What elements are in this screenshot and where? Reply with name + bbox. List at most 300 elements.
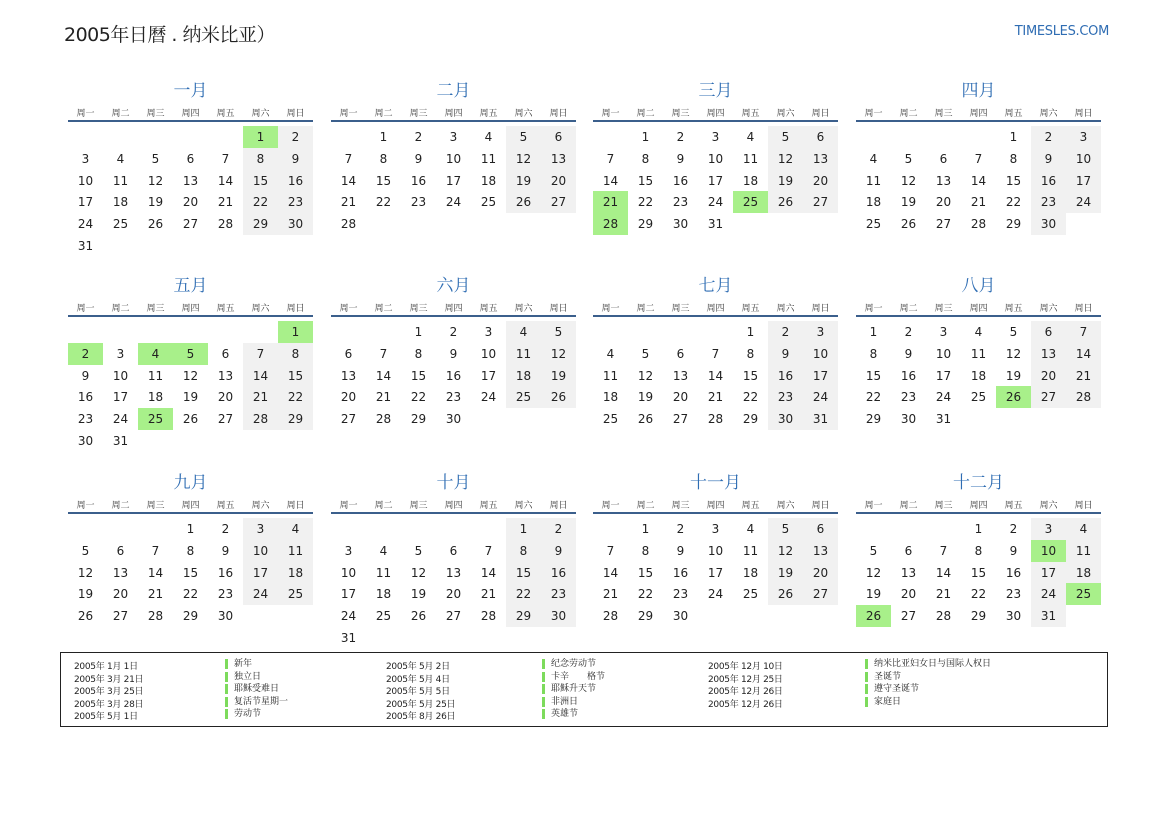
legend-date: 2005年 3月 28日 bbox=[74, 699, 144, 710]
day-cell: 30 bbox=[672, 217, 689, 232]
day-cell: 18 bbox=[742, 565, 759, 580]
day-cell: 21 bbox=[375, 390, 392, 405]
day-cell: 12 bbox=[182, 368, 199, 383]
day-cell: 24 bbox=[1066, 191, 1101, 213]
day-cell: 30 bbox=[900, 412, 917, 427]
day-cell: 21 bbox=[480, 587, 497, 602]
month-divider bbox=[331, 512, 576, 514]
month-divider bbox=[331, 315, 576, 317]
day-cell: 5 bbox=[768, 126, 803, 148]
day-cell: 14 bbox=[602, 565, 619, 580]
day-cell: 6 bbox=[449, 543, 458, 558]
day-cell: 16 bbox=[541, 562, 576, 584]
day-cell: 6 bbox=[803, 518, 838, 540]
day-cell: 9 bbox=[676, 151, 685, 166]
day-cell: 29 bbox=[278, 408, 313, 430]
day-cell: 18 bbox=[112, 195, 129, 210]
weekday-header: 周一 bbox=[339, 501, 358, 511]
weekday-header: 周六 bbox=[776, 501, 795, 511]
day-cell: 27 bbox=[900, 609, 917, 624]
weekday-header: 周四 bbox=[444, 501, 463, 511]
day-cell: 5 bbox=[768, 518, 803, 540]
day-cell: 26 bbox=[637, 412, 654, 427]
day-cell: 16 bbox=[672, 173, 689, 188]
day-cell: 27 bbox=[803, 191, 838, 213]
day-cell: 11 bbox=[112, 173, 129, 188]
day-cell: 5 bbox=[541, 321, 576, 343]
day-cell: 26 bbox=[506, 191, 541, 213]
day-cell: 27 bbox=[541, 191, 576, 213]
day-cell: 14 bbox=[243, 365, 278, 387]
legend-date: 2005年 5月 1日 bbox=[74, 712, 138, 723]
weekday-header: 周六 bbox=[1039, 109, 1058, 119]
legend-date: 2005年 5月 5日 bbox=[386, 687, 450, 698]
legend-holiday-name: 复活节星期一 bbox=[225, 697, 288, 707]
day-cell: 27 bbox=[1031, 386, 1066, 408]
day-cell: 9 bbox=[1009, 543, 1018, 558]
day-cell: 3 bbox=[711, 522, 720, 536]
day-cell: 30 bbox=[672, 609, 689, 624]
holiday-day-cell: 21 bbox=[593, 191, 628, 213]
day-cell: 21 bbox=[1066, 365, 1101, 387]
day-cell: 4 bbox=[869, 151, 878, 166]
day-cell: 28 bbox=[340, 217, 357, 232]
day-cell: 28 bbox=[147, 609, 164, 624]
day-cell: 18 bbox=[147, 390, 164, 405]
legend-holiday-name: 遵守圣诞节 bbox=[865, 684, 919, 694]
day-cell: 5 bbox=[904, 151, 913, 166]
day-cell: 8 bbox=[869, 346, 878, 361]
day-cell: 20 bbox=[112, 587, 129, 602]
day-cell: 30 bbox=[1005, 609, 1022, 624]
day-cell: 1 bbox=[506, 518, 541, 540]
day-cell: 16 bbox=[672, 565, 689, 580]
weekday-header: 周六 bbox=[514, 501, 533, 511]
day-cell: 19 bbox=[77, 587, 94, 602]
holiday-legend bbox=[60, 652, 1108, 727]
day-cell: 20 bbox=[340, 390, 357, 405]
day-cell: 4 bbox=[379, 543, 388, 558]
day-cell: 31 bbox=[707, 217, 724, 232]
day-cell: 13 bbox=[935, 173, 952, 188]
weekday-header: 周五 bbox=[216, 501, 235, 511]
day-cell: 24 bbox=[935, 390, 952, 405]
legend-date: 2005年 3月 25日 bbox=[74, 687, 144, 698]
day-cell: 16 bbox=[217, 565, 234, 580]
day-cell: 21 bbox=[602, 587, 619, 602]
weekday-header: 周五 bbox=[216, 109, 235, 119]
day-cell: 19 bbox=[900, 195, 917, 210]
weekday-header: 周日 bbox=[286, 501, 305, 511]
weekday-header: 周六 bbox=[776, 304, 795, 314]
weekday-header: 周二 bbox=[899, 501, 918, 511]
month-divider bbox=[593, 512, 838, 514]
day-cell: 17 bbox=[803, 365, 838, 387]
month-name: 六月 bbox=[436, 276, 471, 296]
day-cell: 11 bbox=[375, 565, 392, 580]
day-cell: 18 bbox=[506, 365, 541, 387]
holiday-day-cell: 25 bbox=[1066, 583, 1101, 605]
day-cell: 1 bbox=[641, 522, 650, 536]
day-cell: 29 bbox=[410, 412, 427, 427]
day-cell: 26 bbox=[182, 412, 199, 427]
day-cell: 4 bbox=[506, 321, 541, 343]
legend-date: 2005年 5月 25日 bbox=[386, 699, 456, 710]
day-cell: 3 bbox=[81, 151, 90, 166]
day-cell: 11 bbox=[278, 540, 313, 562]
month-name: 八月 bbox=[961, 276, 996, 296]
day-cell: 23 bbox=[77, 412, 94, 427]
month-name: 二月 bbox=[436, 81, 471, 101]
legend-holiday-name: 耶稣升天节 bbox=[542, 684, 596, 694]
day-cell: 6 bbox=[803, 126, 838, 148]
day-cell: 27 bbox=[182, 217, 199, 232]
day-cell: 2 bbox=[541, 518, 576, 540]
day-cell: 28 bbox=[217, 217, 234, 232]
weekday-header: 周日 bbox=[286, 109, 305, 119]
day-cell: 26 bbox=[768, 583, 803, 605]
weekday-header: 周四 bbox=[969, 501, 988, 511]
weekday-header: 周一 bbox=[339, 304, 358, 314]
day-cell: 25 bbox=[602, 412, 619, 427]
day-cell: 25 bbox=[742, 587, 759, 602]
weekday-header: 周五 bbox=[216, 304, 235, 314]
legend-date: 2005年 8月 26日 bbox=[386, 712, 456, 723]
legend-holiday-name: 非洲日 bbox=[542, 697, 578, 707]
day-cell: 25 bbox=[480, 195, 497, 210]
legend-holiday-name: 独立日 bbox=[225, 672, 261, 682]
legend-date: 2005年 12月 10日 bbox=[708, 662, 783, 672]
day-cell: 17 bbox=[707, 565, 724, 580]
day-cell: 23 bbox=[1005, 587, 1022, 602]
holiday-day-cell: 5 bbox=[173, 343, 208, 365]
day-cell: 22 bbox=[506, 583, 541, 605]
legend-holiday-name: 卡辛 格节 bbox=[542, 672, 605, 682]
day-cell: 3 bbox=[116, 346, 125, 361]
day-cell: 30 bbox=[217, 609, 234, 624]
day-cell: 14 bbox=[340, 173, 357, 188]
day-cell: 18 bbox=[375, 587, 392, 602]
day-cell: 27 bbox=[445, 609, 462, 624]
day-cell: 10 bbox=[77, 173, 94, 188]
day-cell: 24 bbox=[480, 390, 497, 405]
day-cell: 7 bbox=[939, 543, 948, 558]
weekday-header: 周日 bbox=[549, 304, 568, 314]
legend-holiday-name: 劳动节 bbox=[225, 709, 261, 719]
day-cell: 28 bbox=[243, 408, 278, 430]
day-cell: 9 bbox=[414, 151, 423, 166]
day-cell: 15 bbox=[742, 368, 759, 383]
day-cell: 9 bbox=[449, 346, 458, 361]
day-cell: 12 bbox=[410, 565, 427, 580]
day-cell: 4 bbox=[1066, 518, 1101, 540]
day-cell: 4 bbox=[116, 151, 125, 166]
day-cell: 22 bbox=[182, 587, 199, 602]
weekday-header: 周日 bbox=[1074, 304, 1093, 314]
day-cell: 22 bbox=[742, 390, 759, 405]
day-cell: 16 bbox=[410, 173, 427, 188]
day-cell: 30 bbox=[1031, 213, 1066, 235]
day-cell: 12 bbox=[637, 368, 654, 383]
weekday-header: 周一 bbox=[864, 501, 883, 511]
day-cell: 22 bbox=[637, 195, 654, 210]
weekday-header: 周六 bbox=[251, 304, 270, 314]
weekday-header: 周五 bbox=[1004, 304, 1023, 314]
day-cell: 28 bbox=[707, 412, 724, 427]
day-cell: 31 bbox=[1031, 605, 1066, 627]
day-cell: 29 bbox=[506, 605, 541, 627]
day-cell: 17 bbox=[1031, 562, 1066, 584]
day-cell: 7 bbox=[974, 151, 983, 166]
day-cell: 19 bbox=[637, 390, 654, 405]
day-cell: 10 bbox=[445, 151, 462, 166]
day-cell: 24 bbox=[445, 195, 462, 210]
day-cell: 24 bbox=[112, 412, 129, 427]
weekday-header: 周二 bbox=[111, 304, 130, 314]
weekday-header: 周三 bbox=[934, 501, 953, 511]
day-cell: 12 bbox=[1005, 346, 1022, 361]
day-cell: 26 bbox=[77, 609, 94, 624]
day-cell: 11 bbox=[742, 543, 759, 558]
weekday-header: 周三 bbox=[409, 109, 428, 119]
day-cell: 22 bbox=[278, 386, 313, 408]
day-cell: 9 bbox=[81, 368, 90, 383]
day-cell: 25 bbox=[970, 390, 987, 405]
day-cell: 13 bbox=[340, 368, 357, 383]
month-divider bbox=[331, 120, 576, 122]
day-cell: 27 bbox=[112, 609, 129, 624]
day-cell: 23 bbox=[278, 191, 313, 213]
day-cell: 7 bbox=[711, 346, 720, 361]
day-cell: 22 bbox=[375, 195, 392, 210]
day-cell: 13 bbox=[112, 565, 129, 580]
day-cell: 6 bbox=[221, 346, 230, 361]
day-cell: 17 bbox=[112, 390, 129, 405]
day-cell: 28 bbox=[1066, 386, 1101, 408]
day-cell: 28 bbox=[935, 609, 952, 624]
day-cell: 29 bbox=[970, 609, 987, 624]
day-cell: 11 bbox=[865, 173, 882, 188]
weekday-header: 周五 bbox=[741, 501, 760, 511]
weekday-header: 周六 bbox=[514, 109, 533, 119]
month-divider bbox=[856, 120, 1101, 122]
day-cell: 21 bbox=[340, 195, 357, 210]
day-cell: 20 bbox=[445, 587, 462, 602]
day-cell: 11 bbox=[147, 368, 164, 383]
day-cell: 16 bbox=[278, 170, 313, 192]
day-cell: 14 bbox=[147, 565, 164, 580]
day-cell: 10 bbox=[935, 346, 952, 361]
weekday-header: 周四 bbox=[181, 501, 200, 511]
day-cell: 24 bbox=[803, 386, 838, 408]
holiday-day-cell: 26 bbox=[856, 605, 891, 627]
day-cell: 9 bbox=[278, 148, 313, 170]
weekday-header: 周五 bbox=[741, 304, 760, 314]
day-cell: 22 bbox=[1005, 195, 1022, 210]
weekday-header: 周三 bbox=[146, 501, 165, 511]
day-cell: 22 bbox=[637, 587, 654, 602]
day-cell: 2 bbox=[221, 522, 230, 536]
day-cell: 17 bbox=[1066, 170, 1101, 192]
day-cell: 12 bbox=[768, 148, 803, 170]
weekday-header: 周三 bbox=[146, 304, 165, 314]
legend-date: 2005年 3月 21日 bbox=[74, 674, 144, 685]
day-cell: 15 bbox=[243, 170, 278, 192]
day-cell: 26 bbox=[900, 217, 917, 232]
day-cell: 5 bbox=[641, 346, 650, 361]
weekday-header: 周三 bbox=[934, 109, 953, 119]
day-cell: 21 bbox=[707, 390, 724, 405]
day-cell: 5 bbox=[151, 151, 160, 166]
day-cell: 19 bbox=[506, 170, 541, 192]
day-cell: 13 bbox=[900, 565, 917, 580]
day-cell: 31 bbox=[340, 631, 357, 645]
day-cell: 17 bbox=[243, 562, 278, 584]
month-name: 十二月 bbox=[953, 473, 1004, 493]
day-cell: 22 bbox=[243, 191, 278, 213]
day-cell: 16 bbox=[445, 368, 462, 383]
day-cell: 14 bbox=[602, 173, 619, 188]
day-cell: 6 bbox=[116, 543, 125, 558]
day-cell: 23 bbox=[900, 390, 917, 405]
day-cell: 2 bbox=[278, 126, 313, 148]
day-cell: 9 bbox=[1031, 148, 1066, 170]
day-cell: 18 bbox=[742, 173, 759, 188]
month-name: 一月 bbox=[173, 81, 208, 101]
day-cell: 23 bbox=[217, 587, 234, 602]
weekday-header: 周四 bbox=[181, 304, 200, 314]
day-cell: 4 bbox=[746, 522, 755, 536]
day-cell: 6 bbox=[676, 346, 685, 361]
day-cell: 26 bbox=[410, 609, 427, 624]
weekday-header: 周四 bbox=[969, 109, 988, 119]
holiday-day-cell: 26 bbox=[996, 386, 1031, 408]
day-cell: 4 bbox=[278, 518, 313, 540]
weekday-header: 周日 bbox=[549, 109, 568, 119]
weekday-header: 周五 bbox=[741, 109, 760, 119]
day-cell: 23 bbox=[768, 386, 803, 408]
legend-holiday-name: 英雄节 bbox=[542, 709, 578, 719]
weekday-header: 周四 bbox=[969, 304, 988, 314]
weekday-header: 周五 bbox=[1004, 109, 1023, 119]
day-cell: 20 bbox=[541, 170, 576, 192]
weekday-header: 周一 bbox=[601, 109, 620, 119]
day-cell: 3 bbox=[344, 543, 353, 558]
day-cell: 30 bbox=[541, 605, 576, 627]
weekday-header: 周四 bbox=[444, 304, 463, 314]
day-cell: 21 bbox=[970, 195, 987, 210]
day-cell: 30 bbox=[768, 408, 803, 430]
day-cell: 2 bbox=[1031, 126, 1066, 148]
day-cell: 14 bbox=[1066, 343, 1101, 365]
day-cell: 6 bbox=[904, 543, 913, 558]
day-cell: 11 bbox=[1066, 540, 1101, 562]
holiday-day-cell: 4 bbox=[138, 343, 173, 365]
day-cell: 31 bbox=[803, 408, 838, 430]
day-cell: 28 bbox=[602, 609, 619, 624]
day-cell: 9 bbox=[768, 343, 803, 365]
legend-holiday-name: 纳米比亚妇女日与国际人权日 bbox=[865, 659, 991, 669]
holiday-day-cell: 2 bbox=[68, 343, 103, 365]
day-cell: 19 bbox=[768, 562, 803, 584]
month-name: 三月 bbox=[698, 81, 733, 101]
day-cell: 8 bbox=[243, 148, 278, 170]
day-cell: 15 bbox=[1005, 173, 1022, 188]
day-cell: 15 bbox=[410, 368, 427, 383]
day-cell: 17 bbox=[340, 587, 357, 602]
weekday-header: 周一 bbox=[339, 109, 358, 119]
day-cell: 15 bbox=[865, 368, 882, 383]
weekday-header: 周六 bbox=[1039, 304, 1058, 314]
month-divider bbox=[68, 315, 313, 317]
day-cell: 7 bbox=[344, 151, 353, 166]
day-cell: 31 bbox=[112, 434, 129, 448]
legend-holiday-name: 耶稣受难日 bbox=[225, 684, 279, 694]
day-cell: 13 bbox=[803, 540, 838, 562]
day-cell: 25 bbox=[506, 386, 541, 408]
weekday-header: 周二 bbox=[374, 304, 393, 314]
weekday-header: 周日 bbox=[811, 304, 830, 314]
legend-holiday-name: 家庭日 bbox=[865, 697, 901, 707]
month-name: 十月 bbox=[436, 473, 471, 493]
day-cell: 26 bbox=[768, 191, 803, 213]
month-name: 四月 bbox=[961, 81, 996, 101]
day-cell: 8 bbox=[746, 346, 755, 361]
weekday-header: 周三 bbox=[409, 501, 428, 511]
weekday-header: 周四 bbox=[706, 304, 725, 314]
day-cell: 4 bbox=[974, 325, 983, 339]
weekday-header: 周一 bbox=[76, 109, 95, 119]
legend-date: 2005年 5月 2日 bbox=[386, 662, 450, 672]
legend-holiday-name: 圣诞节 bbox=[865, 672, 901, 682]
day-cell: 23 bbox=[541, 583, 576, 605]
day-cell: 12 bbox=[865, 565, 882, 580]
day-cell: 24 bbox=[340, 609, 357, 624]
month-divider bbox=[856, 512, 1101, 514]
day-cell: 4 bbox=[484, 130, 493, 144]
day-cell: 16 bbox=[768, 365, 803, 387]
day-cell: 17 bbox=[480, 368, 497, 383]
day-cell: 27 bbox=[340, 412, 357, 427]
day-cell: 11 bbox=[506, 343, 541, 365]
day-cell: 12 bbox=[77, 565, 94, 580]
month-divider bbox=[593, 120, 838, 122]
day-cell: 13 bbox=[445, 565, 462, 580]
day-cell: 29 bbox=[865, 412, 882, 427]
weekday-header: 周三 bbox=[409, 304, 428, 314]
day-cell: 14 bbox=[217, 173, 234, 188]
day-cell: 31 bbox=[77, 239, 94, 253]
day-cell: 27 bbox=[217, 412, 234, 427]
day-cell: 10 bbox=[803, 343, 838, 365]
legend-holiday-name: 纪念劳动节 bbox=[542, 659, 596, 669]
weekday-header: 周日 bbox=[549, 501, 568, 511]
weekday-header: 周二 bbox=[636, 109, 655, 119]
day-cell: 24 bbox=[77, 217, 94, 232]
day-cell: 29 bbox=[742, 412, 759, 427]
site-brand-link[interactable]: TIMESLES.COM bbox=[1014, 24, 1109, 39]
day-cell: 10 bbox=[243, 540, 278, 562]
weekday-header: 周日 bbox=[811, 501, 830, 511]
day-cell: 2 bbox=[1009, 522, 1018, 536]
day-cell: 25 bbox=[278, 583, 313, 605]
month-divider bbox=[68, 512, 313, 514]
weekday-header: 周五 bbox=[1004, 501, 1023, 511]
day-cell: 12 bbox=[768, 540, 803, 562]
day-cell: 9 bbox=[221, 543, 230, 558]
day-cell: 17 bbox=[77, 195, 94, 210]
day-cell: 23 bbox=[445, 390, 462, 405]
